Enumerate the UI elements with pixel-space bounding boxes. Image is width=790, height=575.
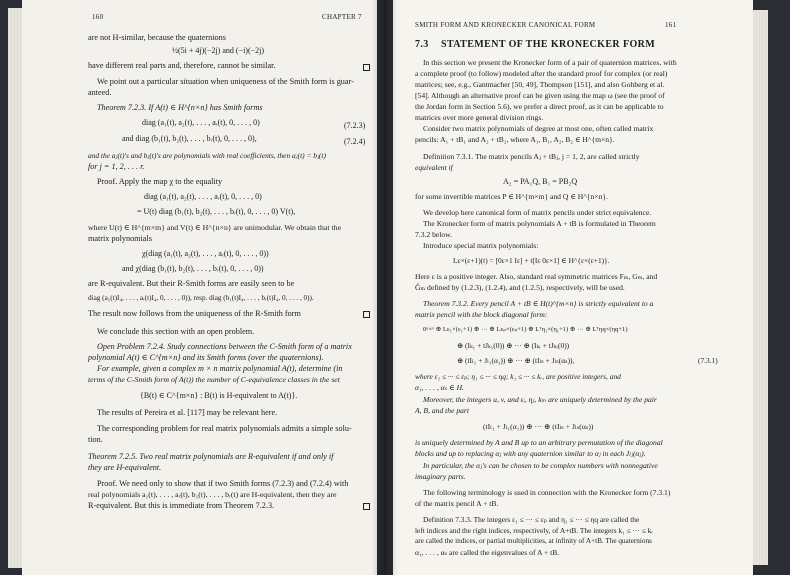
theorem-statement: Theorem 7.3.2. Every pencil A + tB ∈ H(t)^{m×n} is strictly equivalent to a (423, 299, 654, 308)
text-line: pencils: A₁ + tB₁ and A₂ + tB₂, where A₁, B₁, A₂, B₂ ∈ H^{m×n}. (415, 135, 615, 144)
definition-statement: α₁, . . . , αₛ are called the eigenvalues of A + tB. (415, 548, 560, 557)
equation: ⊕ (tIₗ₁ + Jₗ₁(α₁)) ⊕ ··· ⊕ (tIₗₛ + Jₗₛ(αₛ)), (457, 356, 575, 365)
equation: and χ(diag (b₁(t), b₂(t), . . . , bᵣ(t), 0, . . . , 0)) (122, 264, 264, 273)
section-title: STATEMENT OF THE KRONECKER FORM (441, 39, 656, 50)
text-line: Consider two matrix polynomials of degree at most one, often called matrix (423, 124, 654, 133)
text-line: In this section we present the Kronecker form of a pair of quaternion matrices, with (423, 58, 677, 67)
text-line: Ĝₘ defined by (1.2.3), (1.2.4), and (1.2.5), respectively, will be used. (415, 283, 625, 292)
equation: diag (a₁(t), a₂(t), . . . , aᵣ(t), 0, . . . , 0) (142, 118, 260, 127)
theorem-statement: A, B, and the part (415, 406, 469, 415)
equation: ⊕ (Iₖ₁ + tJₖ₁(0)) ⊕ ··· ⊕ (Iₖᵣ + tJₖᵣ(0)) (457, 341, 570, 350)
text-line: for some invertible matrices P ∈ H^{m×m} and Q ∈ H^{n×n}. (415, 192, 608, 201)
text-line: The results of Pereira et al. [117] may be relevant here. (97, 408, 278, 417)
equation: A₂ = PA₁Q, B₁ = PB₂Q (503, 177, 578, 186)
definition-statement: equivalent if (415, 163, 453, 172)
equation-number: (7.2.4) (344, 137, 366, 146)
text-line: Introduce special matrix polynomials: (423, 241, 539, 250)
equation: Lε×(ε+1)(t) = [0ε×1 Iε] + t[Iε 0ε×1] ∈ H^{ε×(ε+1)}. (453, 256, 610, 265)
theorem-statement: Theorem 7.2.3. If A(t) ∈ H^{n×n} has Smith forms (97, 103, 263, 112)
theorem-statement: blocks and up to replacing αⱼ with any quaternion similar to αⱼ in each Jₗⱼ(αⱼ). (415, 449, 646, 458)
text-line: The following terminology is used in connection with the Kronecker form (7.3.1) (423, 488, 671, 497)
text-line: We develop here canonical form of matrix pencils under strict equivalence. (423, 208, 652, 217)
text-line: are R-equivalent. But their R-Smith forms are easily seen to be (88, 279, 295, 288)
book-gutter-shadow (372, 0, 398, 575)
text-line: 7.3.2 below. (415, 230, 453, 239)
equation: (tIₗ₁ + Jₗ₁(α₁)) ⊕ ··· ⊕ (tIₗₛ + Jₗₛ(αₛ)) (483, 422, 594, 431)
equation: ½(5i + 4j)(−2j) and (−i)(−2j) (172, 46, 265, 55)
text-line: for j = 1, 2, . . . r. (88, 162, 145, 171)
equation-number: (7.2.3) (344, 121, 366, 130)
text-line: The corresponding problem for real matrix polynomials admits a simple solu- (97, 424, 352, 433)
text-line: anteed. (88, 88, 112, 97)
text-line: The Kronecker form of matrix polynomials A + tB is formulated in Theorem (423, 219, 656, 228)
equation: = U(t) diag (b₁(t), b₂(t), . . . , bᵣ(t), 0, . . . , 0) V(t), (137, 207, 296, 216)
proof-line: R-equivalent. But this is immediate from Theorem 7.2.3. (88, 501, 275, 510)
theorem-statement: α₁, . . . , αₛ ∈ H. (415, 383, 464, 392)
proof-line: Proof. Apply the map χ to the equality (97, 177, 223, 186)
text-line: Here ε is a positive integer. Also, standard real symmetric matrices Fₘ, Gₘ, and (415, 272, 658, 281)
theorem-statement: matrix pencil with the block diagonal form: (415, 310, 548, 319)
equation: 0ᵘ×ᵛ ⊕ Lε₁×(ε₁+1) ⊕ ··· ⊕ Lεₚ×(εₚ+1) ⊕ Lᵀη₁×(η₁+1) ⊕ ··· ⊕ Lᵀηq×(ηq+1) (423, 326, 628, 333)
text-line: and the aⱼ(t)'s and bⱼ(t)'s are polynomials with real coefficients, then aⱼ(t) = bⱼ(t) (88, 151, 326, 160)
theorem-statement: imaginary parts. (415, 472, 466, 481)
equation-number: (7.3.1) (698, 356, 718, 365)
theorem-statement: they are H-equivalent. (88, 463, 162, 472)
definition-statement: left indices and the right indices, respectively, of A+tB. The integers k₁ ≤ ··· ≤ kᵣ (415, 526, 654, 535)
left-page (22, 0, 377, 575)
proof-line: real polynomials a₁(t), . . . , aᵣ(t), b₁(t), . . . , bᵣ(t) are H-equivalent, then they are (88, 490, 337, 499)
equation: and diag (b₁(t), b₂(t), . . . , bᵣ(t), 0, . . . , 0), (122, 134, 257, 143)
equation: diag (a₁(t), a₂(t), . . . , aᵣ(t), 0, . . . , 0) (144, 192, 262, 201)
theorem-statement: In particular, the αⱼ's can be chosen to be complex numbers with nonnegative (423, 461, 658, 470)
end-of-proof-box (363, 311, 370, 318)
theorem-statement: where ε₁ ≤ ··· ≤ εₚ; η₁ ≤ ··· ≤ ηq; k₁ ≤ ··· ≤ kᵣ, are positive integers, and (415, 372, 621, 381)
definition-statement: Definition 7.3.3. The integers ε₁ ≤ ··· ≤ εₚ and η₁ ≤ ··· ≤ ηq are called the (423, 515, 640, 524)
open-problem-statement: polynomial A(t) ∈ C^{m×n} and its Smith forms (over the quaternions). (88, 353, 324, 362)
running-head: CHAPTER 7 (322, 13, 362, 21)
text-line: We conclude this section with an open problem. (97, 327, 255, 336)
text-line: tion. (88, 435, 103, 444)
text-line: have different real parts and, therefore, cannot be similar. (88, 61, 276, 70)
text-line: are not H-similar, because the quaternions (88, 33, 226, 42)
end-of-proof-box (363, 64, 370, 71)
text-line: matrix polynomials (88, 234, 152, 243)
page-number: 160 (92, 13, 104, 21)
open-problem-statement: Open Problem 7.2.4. Study connections between the C-Smith form of a matrix (97, 342, 352, 351)
right-page (393, 0, 753, 575)
text-line: [54]. Although an alternative proof can be given using the map ω (see the proof of (415, 91, 665, 100)
equation: {B(t) ∈ C^{m×n} : B(t) is H-equivalent to A(t)}. (140, 391, 298, 400)
text-line: matrices; see, e.g., Gantmacher [50, 49], Thompson [151], and also Gohberg et al. (415, 80, 665, 89)
section-number: 7.3 (415, 39, 429, 50)
text-line: a complete proof (to follow) modeled after the standard proof for complex (or real) (415, 69, 668, 78)
theorem-statement: is uniquely determined by A and B up to an arbitrary permutation of the diagonal (415, 438, 663, 447)
definition-statement: are called the indices, or partial multiplicities, at infinity of A+tB. The quaternions (415, 537, 652, 545)
open-problem-statement: For example, given a complex m × n matrix polynomial A(t), determine (in (97, 364, 343, 373)
text-line: The result now follows from the uniqueness of the R-Smith form (88, 309, 301, 318)
theorem-statement: Theorem 7.2.5. Two real matrix polynomials are R-equivalent if and only if (88, 452, 334, 461)
proof-line: Proof. We need only to show that if two Smith forms (7.2.3) and (7.2.4) with (97, 479, 349, 488)
definition-statement: Definition 7.3.1. The matrix pencils Aⱼ + tBⱼ, j = 1, 2, are called strictly (423, 152, 640, 161)
text-line: of the matrix pencil A + tB. (415, 499, 499, 508)
text-line: matrices over more general division rings. (415, 113, 544, 122)
page-number: 161 (665, 21, 677, 29)
text-line: where U(t) ∈ H^{m×m} and V(t) ∈ H^{n×n} are unimodular. We obtain that the (88, 223, 342, 232)
equation: diag (a₁(t)I₄, . . . , aᵣ(t)I₄, 0, . . . , 0)), resp. diag (b₁(t)I₄, . . . , bᵣ(t)I₄, 0, . . . , 0)). (88, 294, 314, 302)
text-line: We point out a particular situation when uniqueness of the Smith form is guar- (97, 77, 354, 86)
theorem-statement: Moreover, the integers u, v, and εᵢ, ηⱼ, kₘ are uniquely determined by the pair (423, 395, 657, 404)
end-of-proof-box (363, 503, 370, 510)
text-line: the Jordan form in Section 5.6), we prefer a direct proof, as it can be applicable to (415, 102, 664, 111)
running-head: SMITH FORM AND KRONECKER CANONICAL FORM (415, 21, 596, 29)
open-problem-statement: terms of the C-Smith form of A(t)) the number of C-equivalence classes in the set (88, 375, 340, 384)
equation: χ(diag (a₁(t), a₂(t), . . . , aᵣ(t), 0, . . . , 0)) (142, 249, 269, 258)
